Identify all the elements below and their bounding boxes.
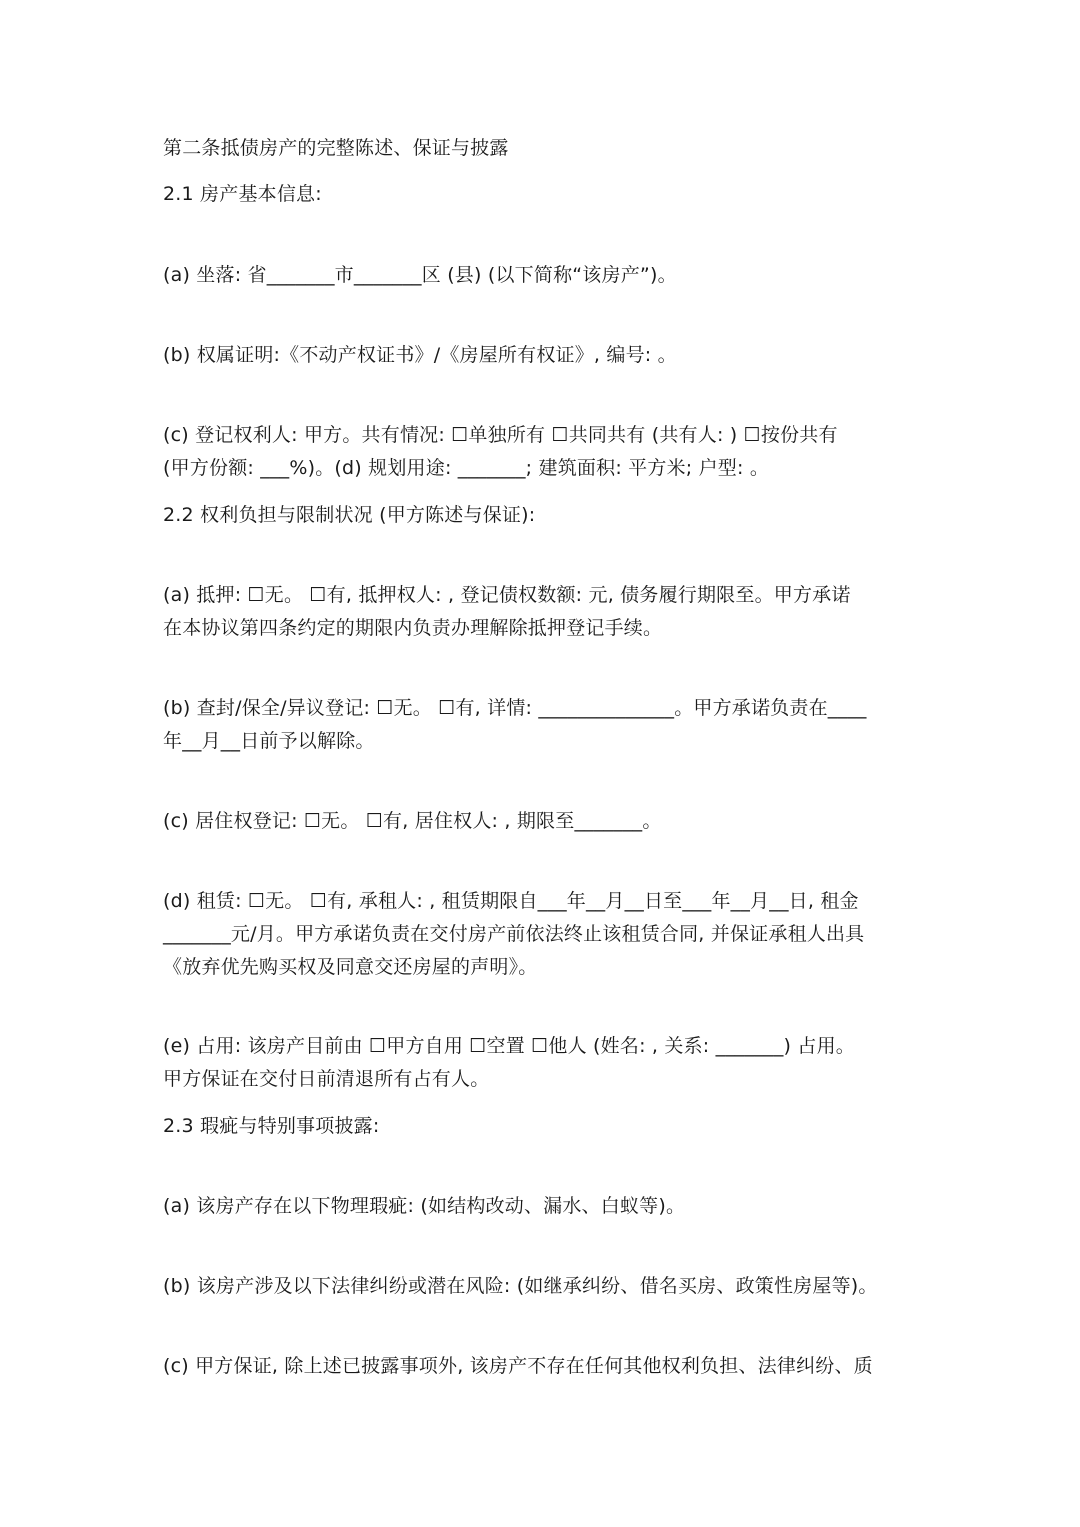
section-2-1-title: 2.1 房产基本信息: bbox=[163, 183, 322, 205]
section-2-2-a-line2: 在本协议第四条约定的期限内负责办理解除抵押登记手续。 bbox=[163, 617, 663, 639]
section-2-2-e-line2: 甲方保证在交付日前清退所有占有人。 bbox=[163, 1068, 490, 1090]
section-2-2-c: (c) 居住权登记: ☐无。 ☐有, 居住权人: , 期限至_______。 bbox=[163, 810, 662, 832]
section-2-1-a: (a) 坐落: 省_______市_______区 (县) (以下简称“该房产”)。 bbox=[163, 264, 677, 286]
section-2-2-d-line3: 《放弃优先购买权及同意交还房屋的声明》。 bbox=[163, 956, 538, 978]
section-2-3-title: 2.3 瑕疵与特别事项披露: bbox=[163, 1115, 380, 1137]
section-2-2-b-line1: (b) 查封/保全/异议登记: ☐无。 ☐有, 详情: ______________。甲方承诺负责在____ bbox=[163, 697, 867, 719]
section-2-3-c: (c) 甲方保证, 除上述已披露事项外, 该房产不存在任何其他权利负担、法律纠纷、质 bbox=[163, 1355, 873, 1377]
section-2-2-d-line1: (d) 租赁: ☐无。 ☐有, 承租人: , 租赁期限自___年__月__日至___年__月__日, 租金 bbox=[163, 890, 859, 912]
section-2-3-a: (a) 该房产存在以下物理瑕疵: (如结构改动、漏水、白蚁等)。 bbox=[163, 1195, 686, 1217]
section-2-1-c-line2: (甲方份额: ___%)。(d) 规划用途: _______; 建筑面积: 平方米; 户型: 。 bbox=[163, 457, 770, 479]
section-2-2-e-line1: (e) 占用: 该房产目前由 ☐甲方自用 ☐空置 ☐他人 (姓名: , 关系: _______) 占用。 bbox=[163, 1035, 855, 1057]
section-2-2-b-line2: 年__月__日前予以解除。 bbox=[163, 730, 375, 752]
section-2-2-a-line1: (a) 抵押: ☐无。 ☐有, 抵押权人: , 登记债权数额: 元, 债务履行期限至。甲方承诺 bbox=[163, 584, 851, 606]
article-heading: 第二条抵债房产的完整陈述、保证与披露 bbox=[163, 137, 509, 159]
section-2-3-b: (b) 该房产涉及以下法律纠纷或潜在风险: (如继承纠纷、借名买房、政策性房屋等)。 bbox=[163, 1275, 878, 1297]
section-2-1-b: (b) 权属证明:《不动产权证书》/《房屋所有权证》, 编号: 。 bbox=[163, 344, 677, 366]
section-2-1-c-line1: (c) 登记权利人: 甲方。共有情况: ☐单独所有 ☐共同共有 (共有人: ) ☐按份共有 bbox=[163, 424, 838, 446]
section-2-2-d-line2: _______元/月。甲方承诺负责在交付房产前依法终止该租赁合同, 并保证承租人出具 bbox=[163, 923, 865, 945]
section-2-2-title: 2.2 权利负担与限制状况 (甲方陈述与保证): bbox=[163, 504, 536, 526]
